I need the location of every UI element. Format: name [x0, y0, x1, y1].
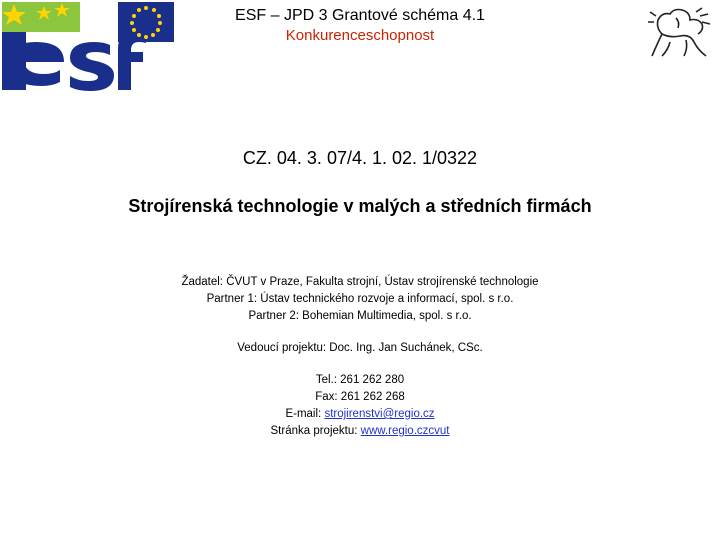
- czech-lion-icon: [646, 6, 714, 58]
- header-subtitle: Konkurenceschopnost: [285, 27, 435, 44]
- web-line: [60, 423, 660, 440]
- header: [150, 6, 570, 46]
- applicant-text: Žadatel: ČVUT v Praze, Fakulta strojní, Ústav strojírenské technologie: [181, 276, 539, 288]
- web-label: Stránka projektu:: [270, 425, 361, 437]
- header-title: ESF – JPD 3 Grantové schéma 4.1: [235, 7, 485, 24]
- contacts-block: [60, 372, 660, 440]
- applicant-partners-block: [60, 274, 660, 325]
- email-label: E-mail:: [285, 408, 325, 420]
- project-title: Strojírenská technologie v malých a středních firmách: [128, 196, 592, 216]
- project-code: CZ. 04. 3. 07/4. 1. 02. 1/0322: [242, 148, 478, 168]
- web-link[interactable]: www.regio.czcvut: [360, 425, 450, 437]
- partner2-text: Partner 2: Bohemian Multimedia, spol. s r.o.: [248, 310, 472, 322]
- project-leader: Vedoucí projektu: Doc. Ing. Jan Suchánek, CSc.: [237, 342, 483, 354]
- phone-text: Tel.: 261 262 280: [315, 374, 405, 386]
- fax-text: Fax: 261 262 268: [315, 391, 405, 403]
- partner1-text: Partner 1: Ústav technického rozvoje a informací, spol. s r.o.: [206, 293, 514, 305]
- email-line: [60, 406, 660, 423]
- email-link[interactable]: strojirenstvi@regio.cz: [324, 408, 435, 420]
